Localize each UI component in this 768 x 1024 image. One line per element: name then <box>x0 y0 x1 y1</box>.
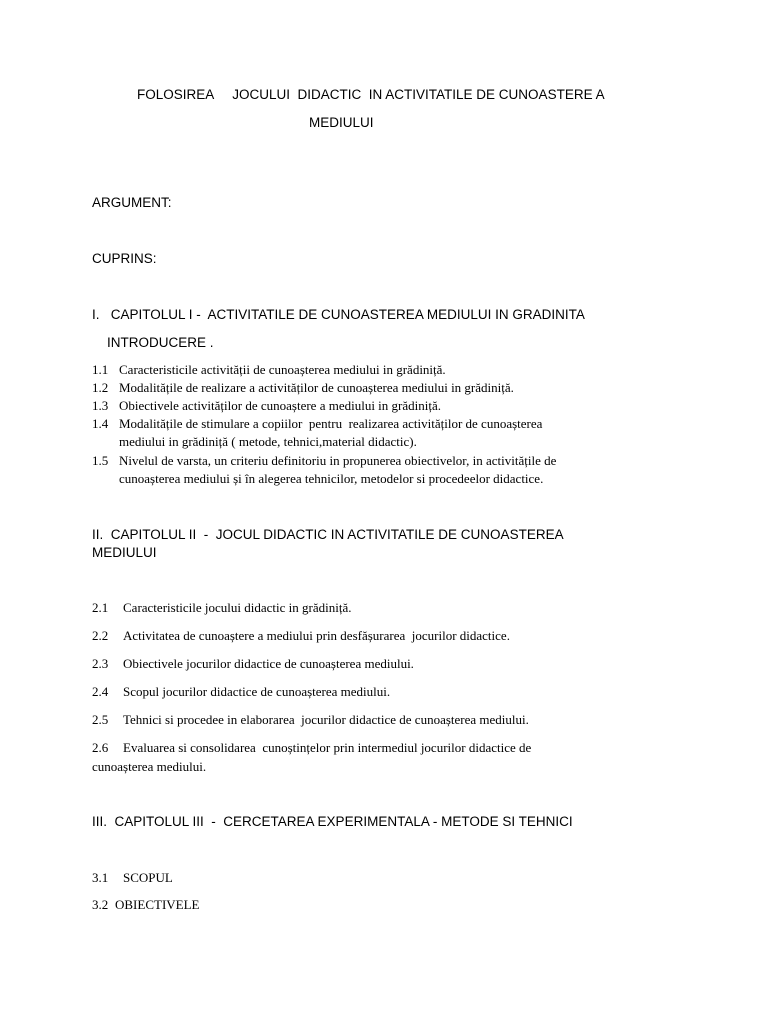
toc-item-3-1-text: SCOPUL <box>123 870 173 885</box>
chapter-1-heading: I. CAPITOLUL I - ACTIVITATILE DE CUNOASTEREA MEDIULUI IN GRADINITA <box>92 307 585 322</box>
toc-item-1-3-text: Obiectivele activităților de cunoaștere a mediului in grădiniță. <box>119 398 441 413</box>
toc-item-2-4-text: Scopul jocurilor didactice de cunoașterea mediului. <box>123 684 391 699</box>
toc-item-1-5-number: 1.5 <box>92 453 109 468</box>
toc-item-2-3-text: Obiectivele jocurilor didactice de cunoașterea mediului. <box>123 656 414 671</box>
cuprins-heading: CUPRINS: <box>92 251 157 266</box>
toc-item-3-1-number: 3.1 <box>92 870 109 885</box>
toc-item-1-4-number: 1.4 <box>92 416 109 431</box>
toc-item-2-2-text: Activitatea de cunoaștere a mediului prin desfășurarea jocurilor didactice. <box>123 628 510 643</box>
document-title-line2: MEDIULUI <box>309 115 374 130</box>
toc-item-3-2-number: 3.2 <box>92 897 109 912</box>
toc-item-3-2-text: OBIECTIVELE <box>115 897 200 912</box>
chapter-2-heading-line2: MEDIULUI <box>92 545 157 560</box>
toc-item-1-3-number: 1.3 <box>92 398 109 413</box>
toc-item-2-4-number: 2.4 <box>92 684 109 699</box>
toc-item-2-5-text: Tehnici si procedee in elaborarea jocurilor didactice de cunoașterea mediului. <box>123 712 529 727</box>
toc-item-1-1-text: Caracteristicile activității de cunoașterea mediului in grădiniță. <box>119 362 446 377</box>
toc-item-1-5-text: Nivelul de varsta, un criteriu definitoriu in propunerea obiectivelor, in activitățile de <box>119 453 557 468</box>
toc-item-2-1-number: 2.1 <box>92 600 109 615</box>
toc-item-1-1-number: 1.1 <box>92 362 109 377</box>
toc-item-1-2-text: Modalitățile de realizare a activităților de cunoașterea mediului in grădiniță. <box>119 380 514 395</box>
argument-heading: ARGUMENT: <box>92 195 172 210</box>
toc-item-1-5-text-continued: cunoașterea mediului și în alegerea tehnicilor, metodelor si procedeelor didactice. <box>119 471 544 486</box>
chapter-2-heading-line1: II. CAPITOLUL II - JOCUL DIDACTIC IN ACTIVITATILE DE CUNOASTEREA <box>92 527 564 542</box>
document-title-line1: FOLOSIREA JOCULUI DIDACTIC IN ACTIVITATILE DE CUNOASTERE A <box>137 87 605 102</box>
toc-item-1-2-number: 1.2 <box>92 380 109 395</box>
toc-item-2-3-number: 2.3 <box>92 656 109 671</box>
toc-item-1-4-text: Modalitățile de stimulare a copiilor pentru realizarea activităților de cunoașterea <box>119 416 543 431</box>
toc-item-2-5-number: 2.5 <box>92 712 109 727</box>
chapter-3-heading: III. CAPITOLUL III - CERCETAREA EXPERIMENTALA - METODE SI TEHNICI <box>92 814 573 829</box>
toc-item-2-2-number: 2.2 <box>92 628 109 643</box>
toc-item-2-6-text-continued: cunoașterea mediului. <box>92 759 207 774</box>
toc-item-2-6-number: 2.6 <box>92 740 109 755</box>
toc-item-2-1-text: Caracteristicile jocului didactic in grădiniță. <box>123 600 352 615</box>
toc-item-2-6-text: Evaluarea si consolidarea cunoștințelor prin intermediul jocurilor didactice de <box>123 740 532 755</box>
toc-item-1-4-text-continued: mediului in grădiniță ( metode, tehnici,material didactic). <box>119 434 417 449</box>
chapter-1-introduction: INTRODUCERE . <box>107 335 214 350</box>
